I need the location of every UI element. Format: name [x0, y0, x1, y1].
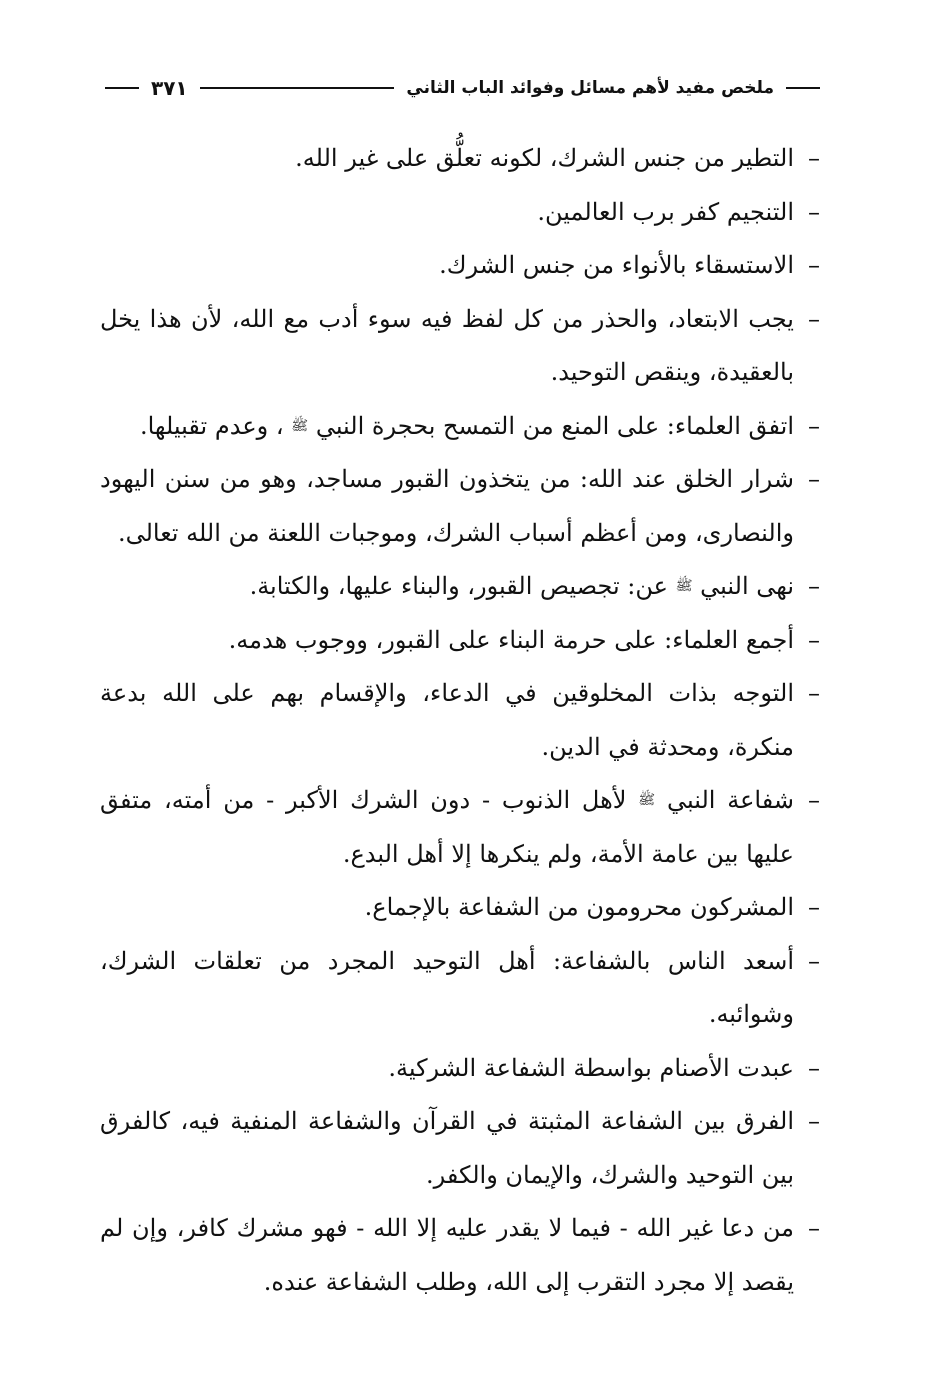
- item-text: أسعد الناس بالشفاعة: أهل التوحيد المجرد من تعلقات الشرك، وشوائبه.: [100, 946, 794, 1028]
- item-text: لأهل الذنوب - دون الشرك الأكبر - من أمته، متفق عليها بين عامة الأمة، ولم ينكرها إلا أهل البدع.: [100, 786, 794, 868]
- item-text: التوجه بذات المخلوقين في الدعاء، والإقسام بهم على الله بدعة منكرة، ومحدثة في الدين.: [100, 679, 794, 761]
- list-item: [100, 560, 820, 614]
- item-text: شرار الخلق عند الله: من يتخذون القبور مساجد، وهو من سنن اليهود والنصارى، ومن أعظم أسباب الشرك، وموجبات اللعنة من الله تعالى.: [100, 465, 794, 547]
- list-item: [100, 400, 820, 454]
- item-text: الاستسقاء بالأنواء من جنس الشرك.: [439, 251, 794, 279]
- item-text: المشركون محرومون من الشفاعة بالإجماع.: [364, 893, 794, 921]
- list-item: [100, 1095, 820, 1202]
- salutation-marker: ﷺ: [675, 578, 693, 594]
- list-item: [100, 881, 820, 935]
- running-header: [105, 70, 820, 106]
- item-text: الفرق بين الشفاعة المثبتة في القرآن والشفاعة المنفية فيه، كالفرق بين التوحيد والشرك، والإيمان والكفر.: [100, 1107, 794, 1189]
- header-title: ملخص مفيد لأهم مسائل وفوائد الباب الثاني: [406, 78, 774, 98]
- list-item: [100, 186, 820, 240]
- item-text: عبدت الأصنام بواسطة الشفاعة الشركية.: [388, 1053, 794, 1082]
- item-text: يجب الابتعاد، والحذر من كل لفظ فيه سوء أدب مع الله، لأن هذا يخل بالعقيدة، وينقص التوحيد.: [100, 304, 794, 386]
- list-item: [100, 614, 820, 668]
- list-item: [100, 132, 820, 186]
- header-lead-dash: [786, 87, 820, 89]
- item-text: نهى النبي: [700, 572, 794, 600]
- list-item: [100, 774, 820, 881]
- item-text: شفاعة النبي: [666, 786, 794, 814]
- list-item: [100, 667, 820, 774]
- salutation-marker: ﷺ: [291, 417, 309, 434]
- item-text: أجمع العلماء: على حرمة البناء على القبور، ووجوب هدمه.: [228, 625, 794, 654]
- summary-list: [100, 132, 820, 1309]
- item-text: التطير من جنس الشرك، لكونه تعلُّق على غير الله.: [295, 144, 794, 172]
- list-item: [100, 1042, 820, 1096]
- list-item: [100, 293, 820, 400]
- list-item: [100, 935, 820, 1042]
- item-text: اتفق العلماء: على المنع من التمسح بحجرة النبي: [315, 411, 794, 440]
- list-item: [100, 239, 820, 293]
- item-text: التنجيم كفر برب العالمين.: [537, 197, 794, 226]
- item-text: عن: تجصيص القبور، والبناء عليها، والكتابة.: [249, 572, 668, 600]
- item-text: ، وعدم تقبيلها.: [139, 411, 284, 440]
- list-item: [100, 1202, 820, 1309]
- salutation-marker: ﷺ: [638, 792, 656, 808]
- page-number: ٣٧١: [151, 76, 188, 100]
- item-text: من دعا غير الله - فيما لا يقدر عليه إلا الله - فهو مشرك كافر، وإن لم يقصد إلا مجرد التقرب إلى الله، وطلب الشفاعة عنده.: [100, 1214, 794, 1296]
- header-rule: [200, 87, 395, 89]
- list-item: [100, 453, 820, 560]
- header-trail-dash: [105, 87, 139, 89]
